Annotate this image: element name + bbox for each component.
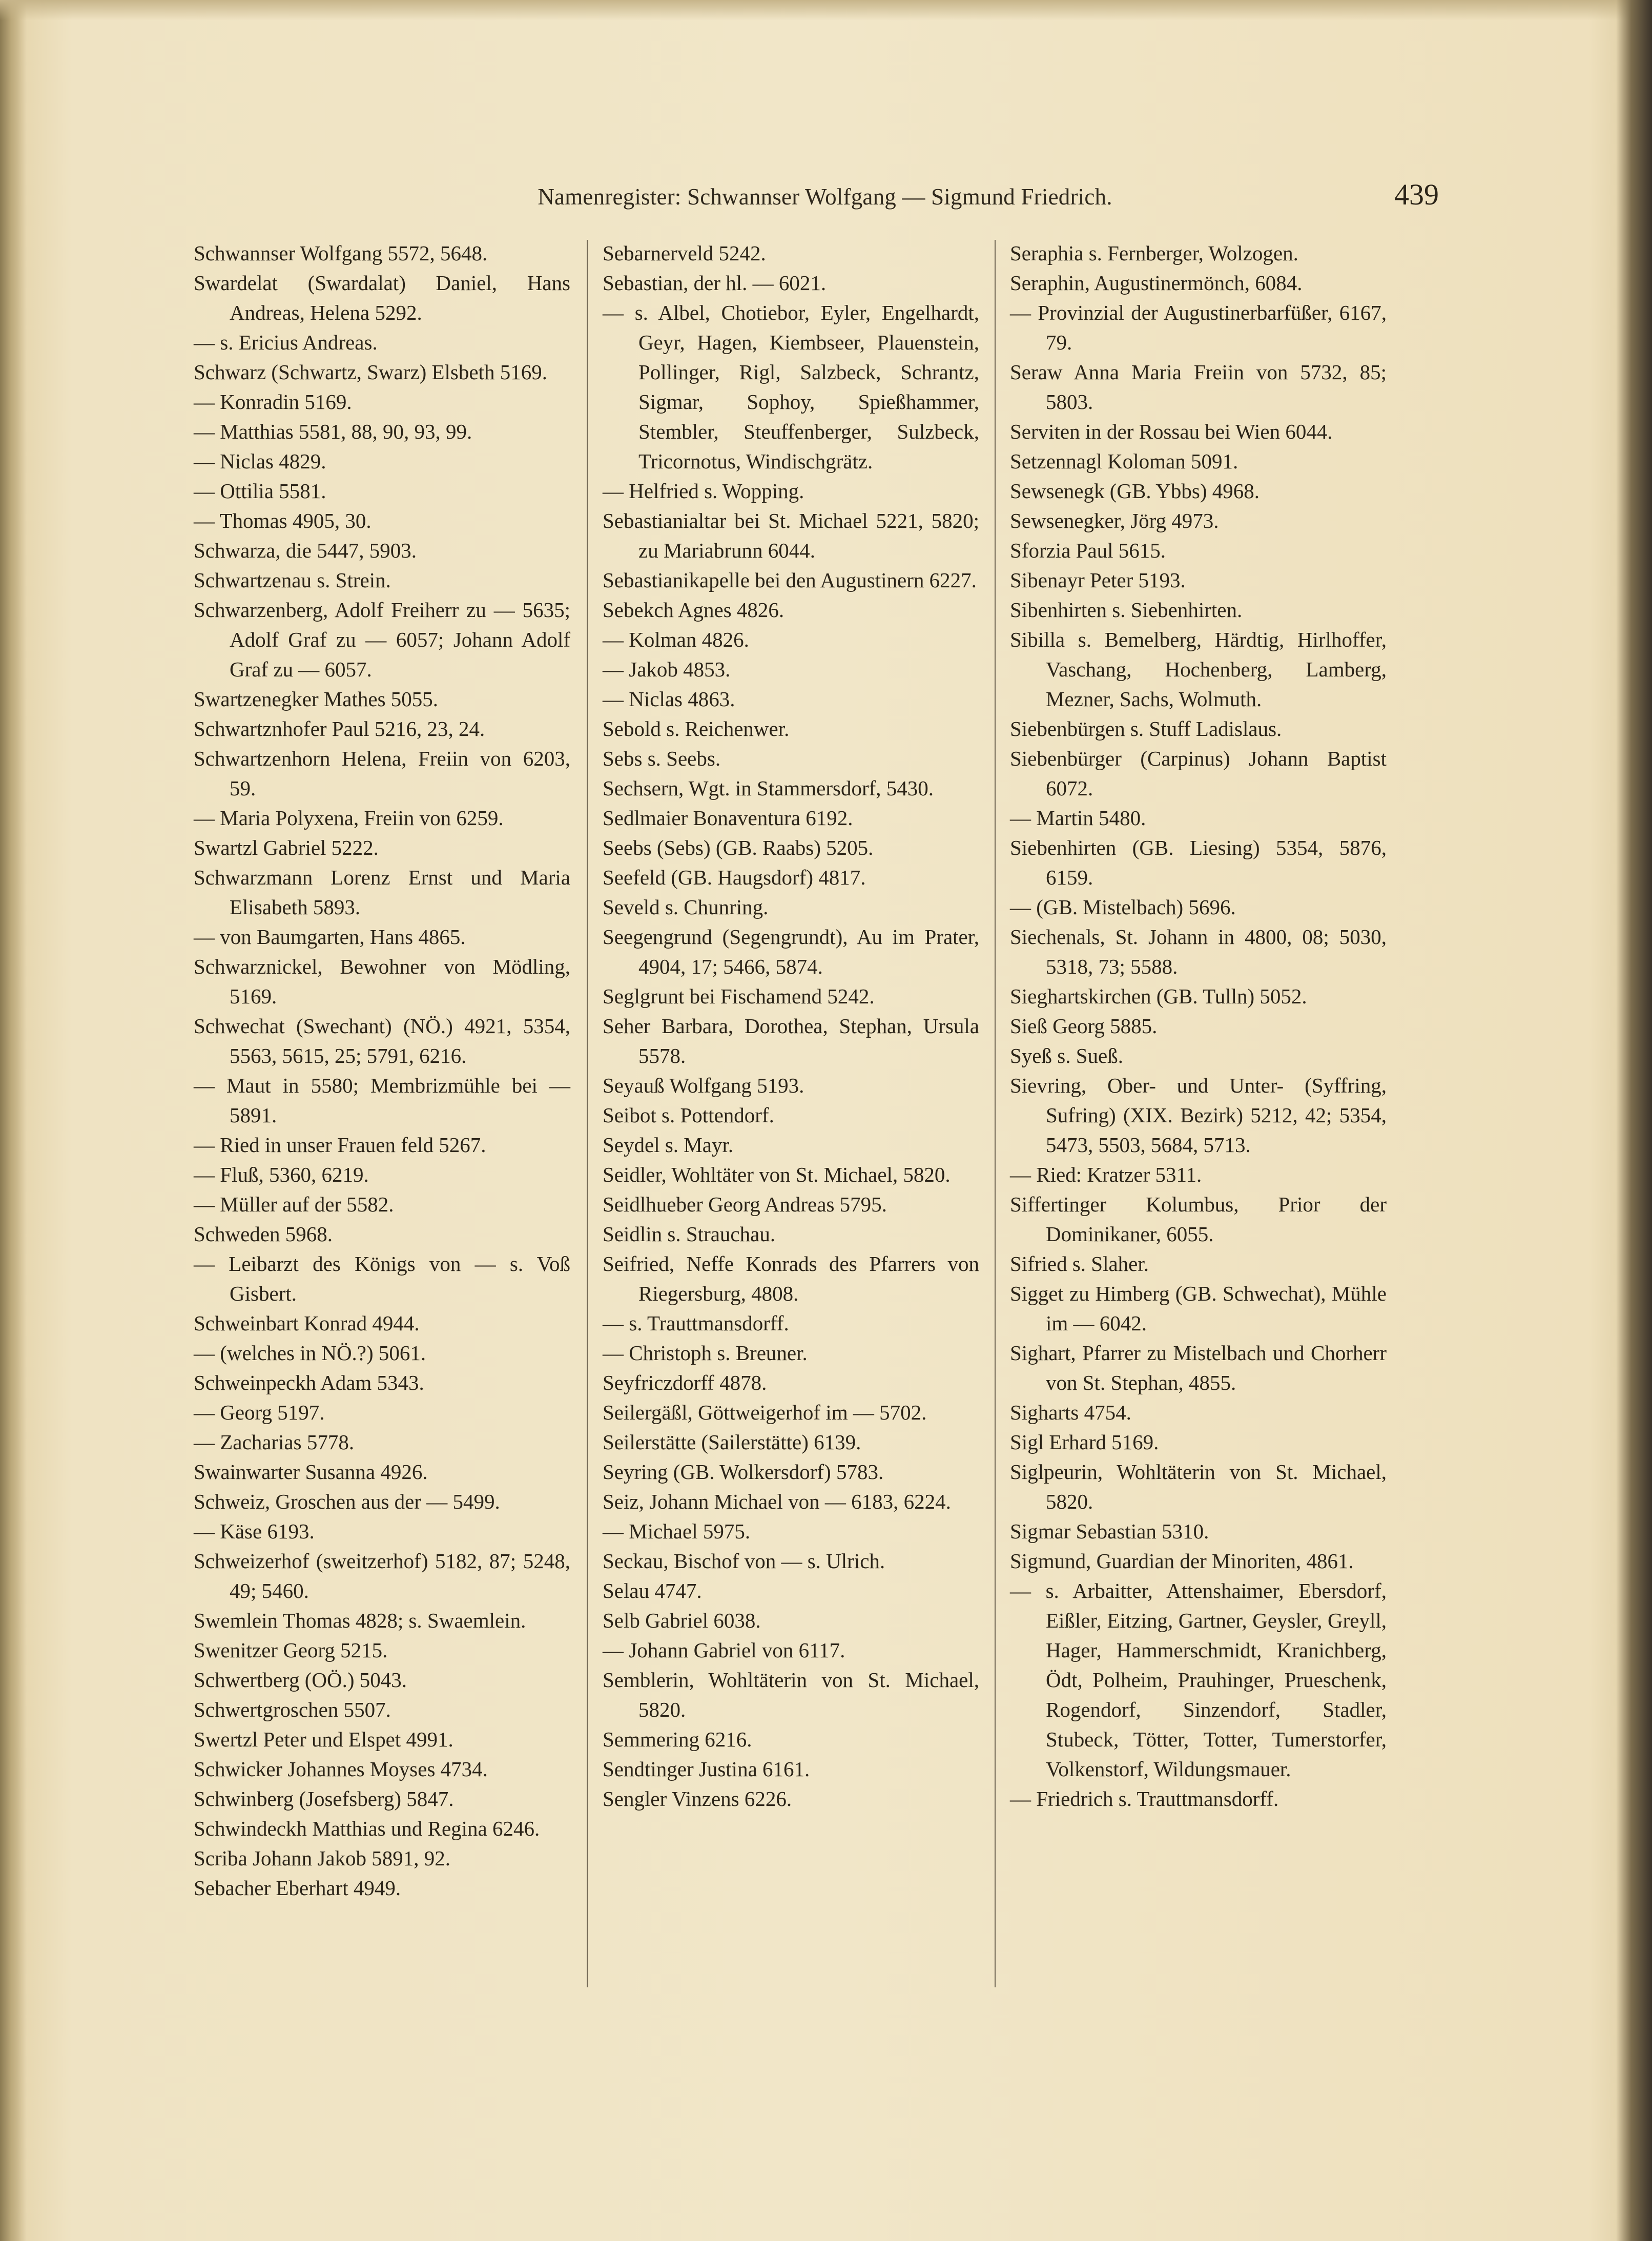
index-entry: Schwindeckh Matthias und Regina 6246. xyxy=(194,1817,540,1840)
index-entry: Sebastian, der hl. — 6021. xyxy=(603,271,827,295)
index-entry: Seidlin s. Strauchau. xyxy=(603,1222,776,1246)
index-entry: Schwartzenau s. Strein. xyxy=(194,568,391,592)
index-entry: Schwertberg (OÖ.) 5043. xyxy=(194,1668,407,1692)
index-entry: Schweizerhof (sweitzerhof) 5182, 87; 5248, 49; 5460. xyxy=(194,1549,570,1602)
top-edge-shade xyxy=(0,0,1652,20)
index-entry: Siebenbürgen s. Stuff Ladislaus. xyxy=(1010,717,1282,741)
index-entry: — von Baumgarten, Hans 4865. xyxy=(194,925,466,949)
index-entry: — Provinzial der Augustinerbarfüßer, 6167, 79. xyxy=(1010,301,1387,354)
index-entry: — Thomas 4905, 30. xyxy=(194,509,371,532)
index-entry: Schwicker Johannes Moyses 4734. xyxy=(194,1757,488,1781)
index-entry: Seidlhueber Georg Andreas 5795. xyxy=(603,1193,887,1216)
index-entry: Sebacher Eberhart 4949. xyxy=(194,1876,401,1900)
index-entry: — Fluß, 5360, 6219. xyxy=(194,1163,369,1186)
index-entry: Seibot s. Pottendorf. xyxy=(603,1103,774,1127)
index-entry: Sieß Georg 5885. xyxy=(1010,1014,1158,1038)
index-entry: Schweinpeckh Adam 5343. xyxy=(194,1371,424,1394)
index-entry: Sewsenegk (GB. Ybbs) 4968. xyxy=(1010,479,1260,503)
index-entry: Seilergäßl, Göttweigerhof im — 5702. xyxy=(603,1401,927,1424)
index-entry: Schwarznickel, Bewohner von Mödling, 5169. xyxy=(194,955,570,1008)
index-entry: — s. Ericius Andreas. xyxy=(194,331,378,354)
index-entry: Schwarzmann Lorenz Ernst und Maria Elisabeth 5893. xyxy=(194,866,570,919)
index-entry: Seefeld (GB. Haugsdorf) 4817. xyxy=(603,866,866,889)
index-entry: — Ried in unser Frauen feld 5267. xyxy=(194,1133,486,1157)
index-entry: — Maria Polyxena, Freiin von 6259. xyxy=(194,806,504,830)
index-entry: Siebenbürger (Carpinus) Johann Baptist 6072. xyxy=(1010,747,1387,800)
index-entry: Sebold s. Reichenwer. xyxy=(603,717,790,741)
index-entry: Schwartzenhorn Helena, Freiin von 6203, 59. xyxy=(194,747,570,800)
index-entry: Sibenhirten s. Siebenhirten. xyxy=(1010,598,1243,622)
index-entry: Swainwarter Susanna 4926. xyxy=(194,1460,428,1484)
index-entry: — Niclas 4863. xyxy=(603,687,735,711)
index-entry: Sengler Vinzens 6226. xyxy=(603,1787,792,1811)
index-entry: — Ottilia 5581. xyxy=(194,479,326,503)
index-entry: Sigget zu Himberg (GB. Schwechat), Mühle im — 6042. xyxy=(1010,1282,1387,1335)
index-entry: Seyfriczdorff 4878. xyxy=(603,1371,767,1394)
index-entry: Sforzia Paul 5615. xyxy=(1010,539,1166,562)
index-entry: Seveld s. Chunring. xyxy=(603,895,769,919)
index-entry: Schwarz (Schwartz, Swarz) Elsbeth 5169. xyxy=(194,360,547,384)
index-column-2 xyxy=(603,238,979,1814)
running-header: Namenregister: Schwannser Wolfgang — Sigmund Friedrich. xyxy=(538,184,1112,210)
index-entry: Schwarza, die 5447, 5903. xyxy=(194,539,417,562)
index-entry: Schwannser Wolfgang 5572, 5648. xyxy=(194,241,488,265)
index-entry: — Georg 5197. xyxy=(194,1401,325,1424)
column-divider xyxy=(995,240,996,1987)
index-entry: — Konradin 5169. xyxy=(194,390,352,414)
index-entry: Scriba Johann Jakob 5891, 92. xyxy=(194,1846,451,1870)
index-entry: Seilerstätte (Sailerstätte) 6139. xyxy=(603,1430,861,1454)
index-entry: — s. Albel, Chotiebor, Eyler, Engelhardt, Geyr, Hagen, Kiembseer, Plauenstein, Pollinger, Rigl, Salzbeck, Schrantz, Sigmar, Sophoy, Spießhammer, Stembler, Steuffenberger, Sulzbeck, Tricornotus, Windischgrätz. xyxy=(603,301,979,473)
index-entry: Sechsern, Wgt. in Stammersdorf, 5430. xyxy=(603,776,934,800)
index-entry: Sebekch Agnes 4826. xyxy=(603,598,784,622)
index-entry: Swardelat (Swardalat) Daniel, Hans Andreas, Helena 5292. xyxy=(194,271,570,324)
index-entry: Semmering 6216. xyxy=(603,1728,752,1751)
index-entry: Seraw Anna Maria Freiin von 5732, 85; 5803. xyxy=(1010,360,1387,414)
index-entry: Seiz, Johann Michael von — 6183, 6224. xyxy=(603,1490,951,1513)
index-entry: — Matthias 5581, 88, 90, 93, 99. xyxy=(194,420,472,443)
index-entry: — Christoph s. Breuner. xyxy=(603,1341,808,1365)
index-entry: — Martin 5480. xyxy=(1010,806,1146,830)
index-entry: Sieghartskirchen (GB. Tulln) 5052. xyxy=(1010,984,1307,1008)
index-entry: Sigmar Sebastian 5310. xyxy=(1010,1519,1209,1543)
index-entry: Swemlein Thomas 4828; s. Swaemlein. xyxy=(194,1609,526,1632)
index-entry: Swertzl Peter und Elspet 4991. xyxy=(194,1728,453,1751)
index-entry: Seglgrunt bei Fischamend 5242. xyxy=(603,984,875,1008)
index-entry: Schwartznhofer Paul 5216, 23, 24. xyxy=(194,717,485,741)
index-entry: Seckau, Bischof von — s. Ulrich. xyxy=(603,1549,885,1573)
index-entry: Seidler, Wohltäter von St. Michael, 5820. xyxy=(603,1163,951,1186)
index-entry: Sigl Erhard 5169. xyxy=(1010,1430,1159,1454)
index-entry: Sebastianialtar bei St. Michael 5221, 5820; zu Mariabrunn 6044. xyxy=(603,509,979,562)
index-entry: Sibilla s. Bemelberg, Härdtig, Hirlhoffer, Vaschang, Hochenberg, Lamberg, Mezner, Sachs, Wolmuth. xyxy=(1010,628,1387,711)
index-entry: Seebs (Sebs) (GB. Raabs) 5205. xyxy=(603,836,874,859)
binding-shadow xyxy=(0,0,27,2241)
index-entry: Seraphia s. Fernberger, Wolzogen. xyxy=(1010,241,1298,265)
index-entry: — Michael 5975. xyxy=(603,1519,751,1543)
index-entry: — Maut in 5580; Membrizmühle bei — 5891. xyxy=(194,1074,570,1127)
page-number: 439 xyxy=(1394,178,1439,211)
index-entry: — Zacharias 5778. xyxy=(194,1430,355,1454)
index-entry: Seher Barbara, Dorothea, Stephan, Ursula 5578. xyxy=(603,1014,979,1067)
index-entry: Sievring, Ober- und Unter- (Syffring, Sufring) (XIX. Bezirk) 5212, 42; 5354, 5473, 5503, 5684, 5713. xyxy=(1010,1074,1387,1157)
index-entry: Sigmund, Guardian der Minoriten, 4861. xyxy=(1010,1549,1354,1573)
index-entry: Swartzl Gabriel 5222. xyxy=(194,836,379,859)
index-entry: Seyring (GB. Wolkersdorf) 5783. xyxy=(603,1460,884,1484)
index-entry: — Jakob 4853. xyxy=(603,657,731,681)
index-entry: Seegengrund (Segengrundt), Au im Prater, 4904, 17; 5466, 5874. xyxy=(603,925,979,978)
index-entry: — Niclas 4829. xyxy=(194,449,326,473)
index-entry: Sedlmaier Bonaventura 6192. xyxy=(603,806,853,830)
index-entry: Schweinbart Konrad 4944. xyxy=(194,1311,420,1335)
column-divider xyxy=(587,240,588,1987)
index-entry: Selb Gabriel 6038. xyxy=(603,1609,761,1632)
index-entry: Sebs s. Seebs. xyxy=(603,747,721,770)
index-entry: — Helfried s. Wopping. xyxy=(603,479,804,503)
index-entry: Sibenayr Peter 5193. xyxy=(1010,568,1186,592)
index-entry: — Ried: Kratzer 5311. xyxy=(1010,1163,1202,1186)
index-entry: Siechenals, St. Johann in 4800, 08; 5030, 5318, 73; 5588. xyxy=(1010,925,1387,978)
index-column-3 xyxy=(1010,238,1387,1814)
index-entry: — Johann Gabriel von 6117. xyxy=(603,1638,845,1662)
index-entry: Swartzenegker Mathes 5055. xyxy=(194,687,439,711)
index-entry: Selau 4747. xyxy=(603,1579,702,1602)
index-entry: Seifried, Neffe Konrads des Pfarrers von Riegersburg, 4808. xyxy=(603,1252,979,1305)
index-entry: Schweden 5968. xyxy=(194,1222,333,1246)
index-entry: — Käse 6193. xyxy=(194,1519,315,1543)
index-entry: Siebenhirten (GB. Liesing) 5354, 5876, 6159. xyxy=(1010,836,1387,889)
index-entry: — Leibarzt des Königs von — s. Voß Gisbert. xyxy=(194,1252,570,1305)
index-entry: Schwinberg (Josefsberg) 5847. xyxy=(194,1787,454,1811)
index-entry: Syeß s. Sueß. xyxy=(1010,1044,1123,1067)
index-entry: — Kolman 4826. xyxy=(603,628,749,651)
index-entry: Schwarzenberg, Adolf Freiherr zu — 5635; Adolf Graf zu — 6057; Johann Adolf Graf zu — 6057. xyxy=(194,598,570,681)
index-entry: Seyauß Wolfgang 5193. xyxy=(603,1074,804,1097)
index-entry: Serviten in der Rossau bei Wien 6044. xyxy=(1010,420,1333,443)
index-entry: Siglpeurin, Wohltäterin von St. Michael, 5820. xyxy=(1010,1460,1387,1513)
index-entry: Setzennagl Koloman 5091. xyxy=(1010,449,1238,473)
page-edge xyxy=(1616,0,1652,2241)
index-entry: Schwechat (Swechant) (NÖ.) 4921, 5354, 5563, 5615, 25; 5791, 6216. xyxy=(194,1014,570,1067)
index-entry: Sewsenegker, Jörg 4973. xyxy=(1010,509,1219,532)
index-entry: Schwertgroschen 5507. xyxy=(194,1698,391,1721)
index-entry: Sebarnerveld 5242. xyxy=(603,241,766,265)
index-entry: — Müller auf der 5582. xyxy=(194,1193,394,1216)
index-entry: Sebastianikapelle bei den Augustinern 6227. xyxy=(603,568,977,592)
index-entry: Sendtinger Justina 6161. xyxy=(603,1757,810,1781)
index-entry: Sifried s. Slaher. xyxy=(1010,1252,1149,1276)
index-entry: — s. Trauttmansdorff. xyxy=(603,1311,789,1335)
index-entry: Swenitzer Georg 5215. xyxy=(194,1638,388,1662)
index-entry: Seraphin, Augustinermönch, 6084. xyxy=(1010,271,1303,295)
index-entry: Semblerin, Wohltäterin von St. Michael, 5820. xyxy=(603,1668,979,1721)
index-entry: Siffertinger Kolumbus, Prior der Dominikaner, 6055. xyxy=(1010,1193,1387,1246)
index-entry: Schweiz, Groschen aus der — 5499. xyxy=(194,1490,500,1513)
index-column-1 xyxy=(194,238,570,1903)
index-entry: — Friedrich s. Trauttmansdorff. xyxy=(1010,1787,1279,1811)
index-entry: — (welches in NÖ.?) 5061. xyxy=(194,1341,426,1365)
index-entry: — (GB. Mistelbach) 5696. xyxy=(1010,895,1236,919)
index-entry: Sighart, Pfarrer zu Mistelbach und Chorherr von St. Stephan, 4855. xyxy=(1010,1341,1387,1394)
index-entry: Sigharts 4754. xyxy=(1010,1401,1131,1424)
index-entry: — s. Arbaitter, Attenshaimer, Ebersdorf, Eißler, Eitzing, Gartner, Geysler, Greyll, Hager, Hammerschmidt, Kranichberg, Ödt, Polheim, Prauhinger, Prueschenk, Rogendorf, Sinzendorf, Stadler, Stubeck, Tötter, Totter, Tumerstorfer, Volkenstorf, Wildungsmauer. xyxy=(1010,1579,1387,1781)
index-entry: Seydel s. Mayr. xyxy=(603,1133,734,1157)
